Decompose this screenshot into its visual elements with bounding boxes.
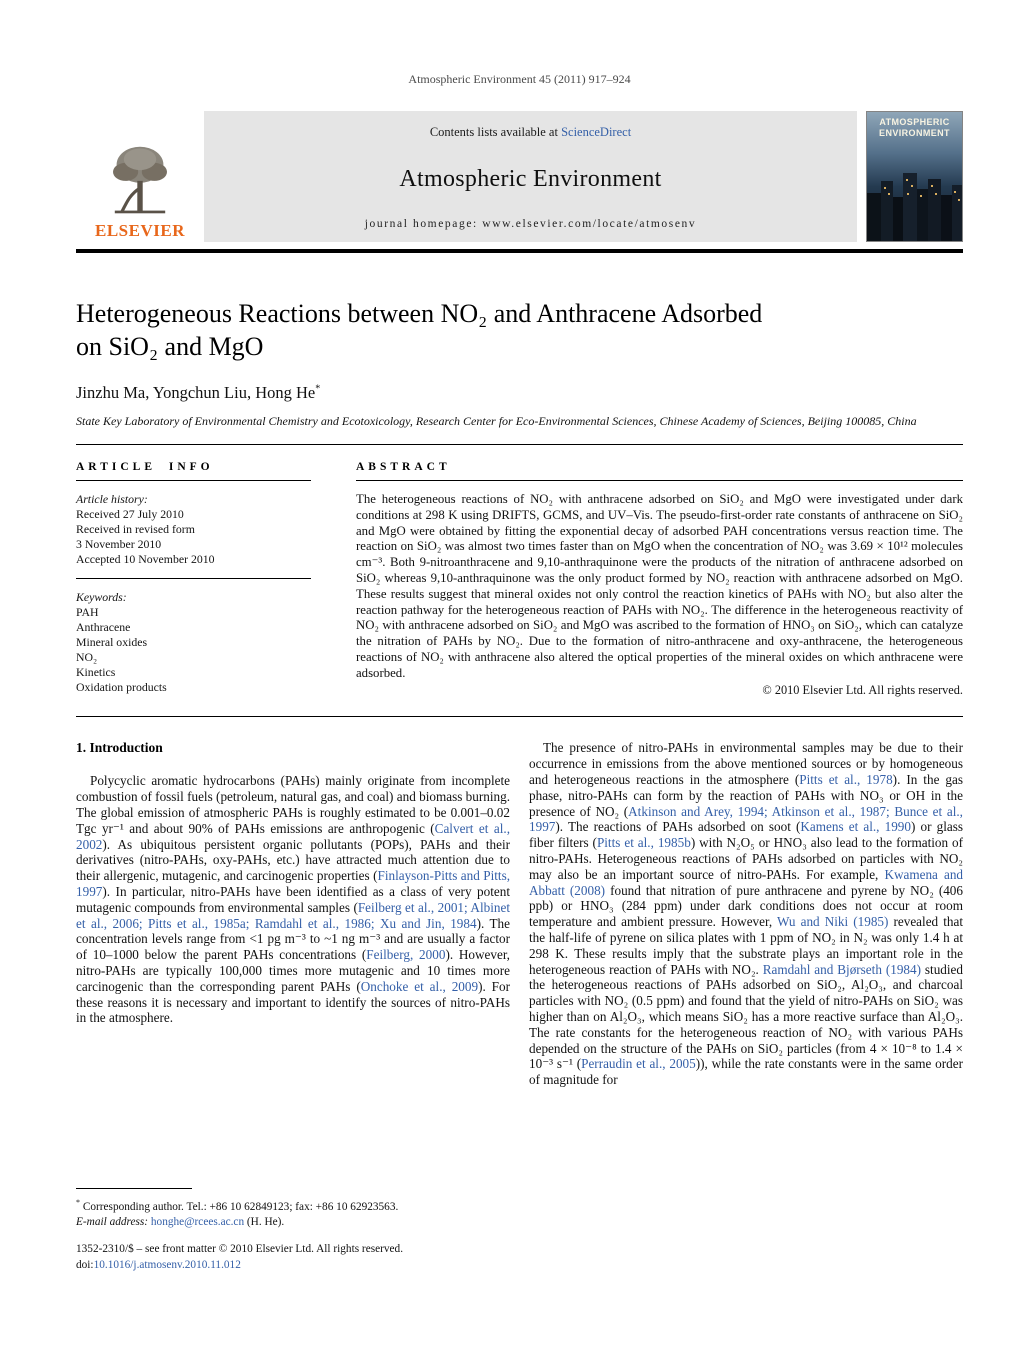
article-title-line1: Heterogeneous Reactions between NO₂ and Anthracene Adsorbed [76, 299, 763, 328]
copyright-line: © 2010 Elsevier Ltd. All rights reserved. [762, 682, 963, 697]
citation-link[interactable]: Calvert et al., 2002 [76, 820, 510, 852]
sciencedirect-link[interactable]: ScienceDirect [561, 125, 632, 139]
abstract-body-divider [76, 716, 963, 717]
abstract-heading-rule [356, 480, 963, 481]
citation-link[interactable]: Onchoke et al., 2009 [360, 978, 479, 994]
article-body [76, 740, 963, 1088]
cover-title-line2: ENVIRONMENT [879, 128, 950, 138]
elsevier-wordmark: ELSEVIER [95, 221, 185, 240]
citation-link[interactable]: Wu and Niki (1985) [777, 914, 889, 930]
history-entry: 3 November 2010 [76, 537, 162, 551]
corresponding-author-mark: * [315, 383, 321, 395]
section-heading-introduction: 1. Introduction [76, 740, 163, 756]
footnote-mark: * [76, 1198, 80, 1207]
history-entry: Received in revised form [76, 522, 195, 536]
email-link[interactable]: honghe@rcees.ac.cn [150, 1215, 245, 1228]
cover-title-line1: ATMOSPHERIC [879, 117, 950, 127]
intro-paragraph-2: The presence of nitro-PAHs in environmental samples may be due to their occurrence in emissions from the above mentioned sources or by homogeneous and heterogeneous reactions in the atmosphere (Pitts et al., 1978). In the gas phase, nitro-PAHs can form by the reaction of PAHs with NO₃ or OH in the presence of NO₂ (Atkinson and Arey, 1994; Atkinson et al., 1987; Bunce et al., 1997). The reactions of PAHs adsorbed on soot (Kamens et al., 1990) or glass fiber filters (Pitts et al., 1985b) with N₂O₅ or HNO₃ also lead to the formation of nitro-PAHs. Heterogeneous reactions of PAHs adsorbed on particles with NO₂ may also be an important source of nitro-PAHs. For example, Kwamena and Abbatt (2008) found that nitration of pure anthracene and pyrene by NO₂ (406 ppb) or HNO₃ (284 ppm) under dark conditions does not occur at room temperature and ambient pressure. However, Wu and Niki (1985) revealed that the half-life of pyrene on silica plates with 1 ppm of NO₂ in N₂ was only 1.4 h at 298 K. These results imply that the substrate plays an important role in the heterogeneous reaction of PAHs with NO₂. Ramdahl and Bjørseth (1984) studied the heterogeneous reactions of PAHs adsorbed on SiO₂, Al₂O₃, and charcoal particles with NO₂ (0.5 ppm) and found that the yield of nitro-PAHs on SiO₂ was higher than on Al₂O₃, which means SiO₂ has a more reactive surface than Al₂O₃. The rate constants for the heterogeneous reaction of NO₂ with various PAHs depended on the structure of the PAHs on SiO₂ particles (from 4 × 10⁻⁸ to 1.4 × 10⁻³ s⁻¹ (Perraudin et al., 2005)), while the rate constants were in the same order of magnitude for [529, 740, 964, 1088]
citation-link[interactable]: Kamens et al., 1990 [800, 819, 911, 835]
keywords-label: Keywords: [76, 590, 127, 604]
footnote-email-line [76, 1215, 510, 1230]
issn-line: 1352-2310/$ – see front matter © 2010 Elsevier Ltd. All rights reserved. [76, 1243, 404, 1255]
article-info-heading-rule [76, 480, 311, 481]
history-entry: Accepted 10 November 2010 [76, 552, 215, 566]
article-title [76, 297, 963, 363]
keyword: Mineral oxides [76, 635, 148, 649]
journal-masthead [76, 111, 963, 242]
article-title-line2: on SiO₂ and MgO [76, 332, 264, 361]
doi-label: doi: [76, 1258, 94, 1271]
history-entry: Received 27 July 2010 [76, 507, 184, 521]
cover-title [867, 117, 962, 139]
page-content [76, 0, 963, 1359]
footnote-text: Corresponding author. Tel.: +86 10 62849123; fax: +86 10 62923563. [82, 1200, 399, 1213]
citation-link[interactable]: Atkinson and Arey, 1994; Atkinson et al., 1987; Bunce et al., 1997 [529, 803, 963, 835]
contents-line [430, 125, 631, 140]
homepage-url-link[interactable]: www.elsevier.com/locate/atmosenv [482, 218, 697, 230]
citation-link[interactable]: Ramdahl and Bjørseth (1984) [762, 961, 921, 977]
masthead-banner [204, 111, 857, 242]
keyword: Kinetics [76, 665, 116, 679]
keywords-divider [76, 578, 311, 579]
journal-cover-thumbnail [866, 111, 963, 242]
article-info-abstract-section [76, 445, 963, 716]
keyword: PAH [76, 605, 99, 619]
email-label: E-mail address: [76, 1215, 149, 1228]
doi-line [76, 1258, 403, 1274]
affiliation: State Key Laboratory of Environmental Chemistry and Ecotoxicology, Research Center for Eco-Environmental Sciences, Chinese Academy of Sciences, Beijing 100085, China [76, 414, 917, 428]
journal-name: Atmospheric Environment [399, 165, 662, 192]
citation-link[interactable]: Pitts et al., 1978 [799, 771, 893, 787]
abstract-heading: ABSTRACT [356, 461, 451, 473]
citation-link[interactable]: Finlayson-Pitts and Pitts, 1997 [76, 868, 510, 899]
citation-link[interactable]: Perraudin et al., 2005 [581, 1056, 696, 1072]
homepage-label: journal homepage: [364, 218, 483, 230]
article-info-heading: ARTICLE INFO [76, 461, 214, 473]
citation-link[interactable]: Feilberg et al., 2001; Albinet et al., 2006; Pitts et al., 1985a; Ramdahl et al., 1986; Xu and Jin, 1984 [76, 899, 510, 931]
cover-cityscape-image [867, 163, 963, 241]
keyword: Oxidation products [76, 680, 167, 694]
authors [76, 383, 963, 403]
abstract-column [356, 461, 963, 698]
citation-link[interactable]: Pitts et al., 1985b [596, 835, 691, 851]
citation-link[interactable]: Feilberg, 2000 [366, 947, 446, 963]
imprint [76, 1242, 403, 1273]
article-history-label: Article history: [76, 492, 148, 506]
abstract-text: The heterogeneous reactions of NO₂ with anthracene adsorbed on SiO₂ and MgO were investigated under dark conditions at 298 K using DRIFTS, GCMS, and UV–Vis. The pseudo-first-order rate constants of anthracene on SiO₂ and MgO were obtained by fitting the exponential decay of adsorbed PAH concentrations versus reaction time. The reaction on SiO₂ was almost two times faster than on MgO when the concentration of NO₂ was 3.69 × 10¹² molecules cm⁻³. Both 9-nitroanthracene and 9,10-anthraquinone were the products of the nitration of anthracene adsorbed on SiO₂ whereas 9,10-anthraquinone was the only product formed by NO₂ reaction with anthracene adsorbed on MgO. These results suggest that mineral oxides not only control the reaction kinetics of PAHs with NO₂ but also alter the reaction pathway for the heterogeneous reaction of PAHs with NO₂. The difference in the heterogeneous reactivity of NO₂ with anthracene adsorbed on SiO₂ and MgO was ascribed to the formation of HNO₃ on SiO₂, which can catalyze the nitration of PAHs by NO₂. Due to the formation of nitro-anthracene and oxy-anthracene, the heterogeneous reactions of NO₂ with anthracene also altered the optical properties of the mineral oxides on which anthracene were adsorbed. [356, 492, 963, 680]
keyword: Anthracene [76, 620, 131, 634]
author-names: Jinzhu Ma, Yongchun Liu, Hong He [76, 383, 316, 402]
body-right-column [529, 740, 963, 1088]
intro-paragraph-1: Polycyclic aromatic hydrocarbons (PAHs) mainly originate from incomplete combustion of fossil fuels (petroleum, natural gas, and coal) and biomass burning. The global emission of atmospheric PAHs is roughly estimated to be 0.001–0.02 Tgc yr⁻¹ and about 90% of PAHs emissions are anthropogenic (Calvert et al., 2002). As ubiquitous persistent organic pollutants (POPs), PAHs and their derivatives (nitro-PAHs, oxy-PAHs, etc.) have attracted much attention due to their allergenic, mutagenic, and carcinogenic properties (Finlayson-Pitts and Pitts, 1997). In particular, nitro-PAHs have been identified as a class of very potent mutagenic compounds from environmental samples (Feilberg et al., 2001; Albinet et al., 2006; Pitts et al., 1985a; Ramdahl et al., 1986; Xu and Jin, 1984). The concentration levels range from <1 pg m⁻³ to ~1 ng m⁻³ and are usually a factor of 10–1000 below the parent PAHs concentrations (Feilberg, 2000). However, nitro-PAHs are typically 100,000 times more mutagenic and 10 times more carcinogenic than the corresponding parent PAHs (Onchoke et al., 2009). For these reasons it is necessary and important to identify the sources of nitro-PAHs in the atmosphere. [76, 773, 510, 1026]
body-left-column [76, 740, 510, 1088]
elsevier-tree-icon [104, 141, 176, 219]
footnote-corresponding-author [76, 1195, 510, 1215]
doi-link[interactable]: 10.1016/j.atmosenv.2010.11.012 [93, 1258, 241, 1271]
journal-citation-header: Atmospheric Environment 45 (2011) 917–924 [408, 72, 631, 86]
keyword: NO₂ [76, 650, 98, 664]
homepage-line [365, 218, 697, 230]
masthead-divider [76, 249, 963, 253]
contents-line-prefix: Contents lists available at [429, 125, 562, 139]
footnote [76, 1188, 510, 1230]
article-info-column [76, 461, 311, 698]
footnote-rule [76, 1188, 192, 1189]
elsevier-logo [76, 111, 204, 242]
citation-link[interactable]: Kwamena and Abbatt (2008) [529, 866, 964, 898]
email-suffix: (H. He). [244, 1215, 285, 1228]
